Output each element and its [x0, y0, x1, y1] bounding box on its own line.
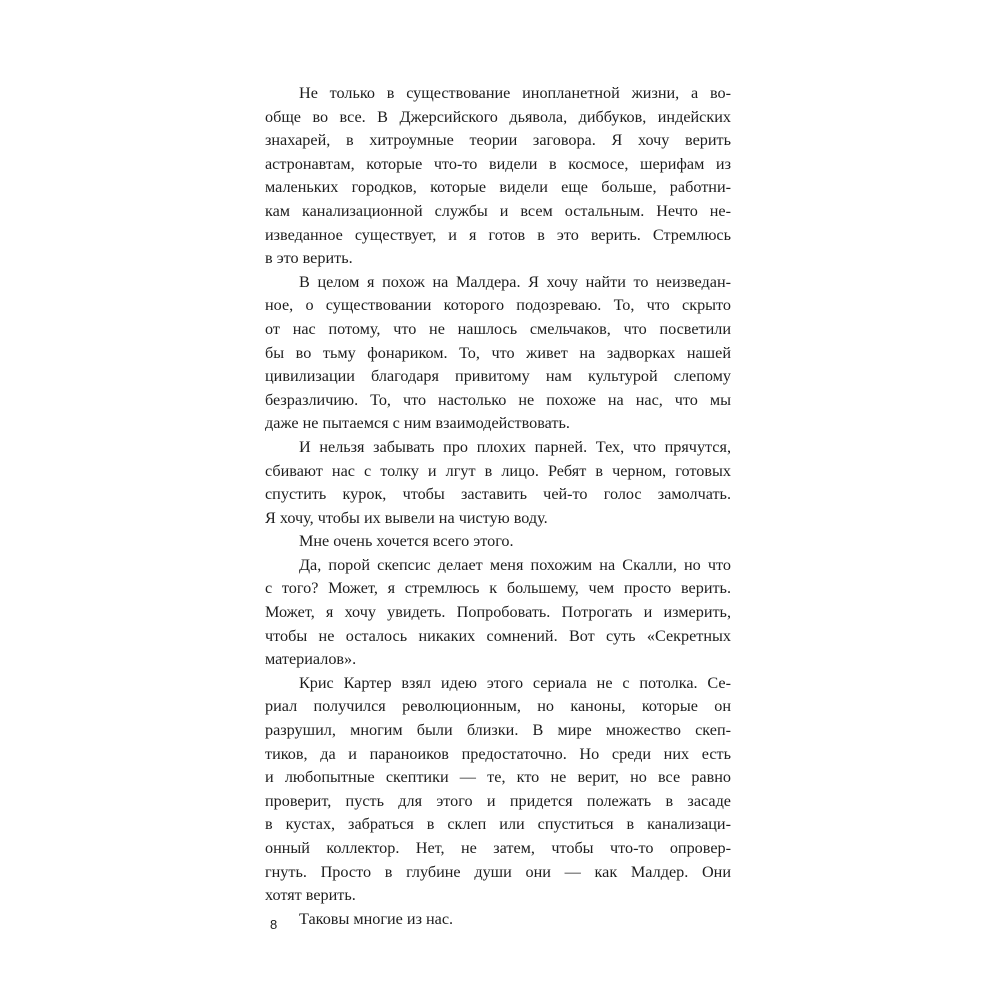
paragraph	[265, 672, 731, 908]
text-line: обще во все. В Джерсийского дьявола, диббуков, индейских	[265, 107, 731, 126]
paragraph	[265, 271, 731, 436]
text-line: Не только в существование инопланетной жизни, а во-	[299, 84, 731, 102]
text-line: от нас потому, что не нашлось смельчаков, что посветили	[265, 319, 731, 338]
text-line: безразличию. То, что настолько не похоже на нас, что мы	[265, 390, 731, 409]
text-line: маленьких городков, которые видели еще больше, работни-	[265, 178, 731, 197]
paragraph	[265, 530, 731, 554]
text-line: цивилизации благодаря привитому нам культурой слепому	[265, 367, 731, 386]
text-line: И нельзя забывать про плохих парней. Тех, что прячутся,	[299, 437, 731, 456]
text-line: Крис Картер взял идею этого сериала не с потолка. Се-	[299, 673, 731, 692]
text-line: онный коллектор. Нет, не затем, чтобы что-то опровер-	[265, 839, 731, 857]
paragraph	[265, 436, 731, 530]
text-line: чтобы не осталось никаких сомнений. Вот суть «Секретных	[265, 626, 731, 645]
text-line: в кустах, забраться в склеп или спуститься в канализаци-	[265, 815, 731, 834]
text-line: Может, я хочу увидеть. Попробовать. Потрогать и измерить,	[265, 603, 731, 622]
text-line: кам канализационной службы и всем остальным. Нечто не-	[265, 201, 731, 220]
text-line: Да, порой скепсис делает меня похожим на Скалли, но что	[299, 555, 731, 574]
text-line: разрушил, многим были близки. В мире множество скеп-	[265, 721, 731, 740]
text-line: даже не пытаемся с ним взаимодействовать.	[265, 414, 570, 433]
text-line: знахарей, в хитроумные теории заговора. Я хочу верить	[265, 131, 731, 150]
text-line: риал получился революционным, но каноны, которые он	[265, 697, 731, 716]
text-line: Мне очень хочется всего этого.	[299, 532, 514, 551]
text-line: гнуть. Просто в глубине души они — как Малдер. Они	[265, 862, 731, 881]
text-line: астронавтам, которые что-то видели в космосе, шерифам из	[265, 154, 731, 173]
text-line: проверит, пусть для этого и придется полежать в засаде	[265, 791, 731, 810]
text-line: в это верить.	[265, 249, 353, 268]
text-line: изведанное существует, и я готов в это верить. Стремлюсь	[265, 225, 731, 244]
text-line: Таковы многие из нас.	[299, 909, 454, 928]
text-line: Я хочу, чтобы их вывели на чистую воду.	[265, 508, 548, 527]
text-line: материалов».	[265, 650, 357, 669]
text-line: и любопытные скептики — те, кто не верит, но все равно	[265, 768, 731, 787]
text-line: тиков, да и параноиков предостаточно. Но среди них есть	[265, 744, 731, 763]
text-line: спустить курок, чтобы заставить чей-то голос замолчать.	[265, 485, 731, 504]
text-line: В целом я похож на Малдера. Я хочу найти то неизведан-	[299, 272, 731, 291]
text-line: бы во тьму фонариком. То, что живет на задворках нашей	[265, 343, 731, 362]
body-text	[265, 82, 731, 931]
text-line: хотят верить.	[265, 886, 356, 905]
paragraph	[265, 82, 731, 271]
text-line: сбивают нас с толку и лгут в лицо. Ребят в черном, готовых	[265, 461, 731, 480]
paragraph	[265, 908, 731, 932]
text-line: с того? Может, я стремлюсь к большему, чем просто верить.	[265, 579, 731, 598]
page-number: 8	[270, 917, 278, 932]
text-line: ное, о существовании которого подозреваю. То, что скрыто	[265, 296, 731, 315]
paragraph	[265, 554, 731, 672]
